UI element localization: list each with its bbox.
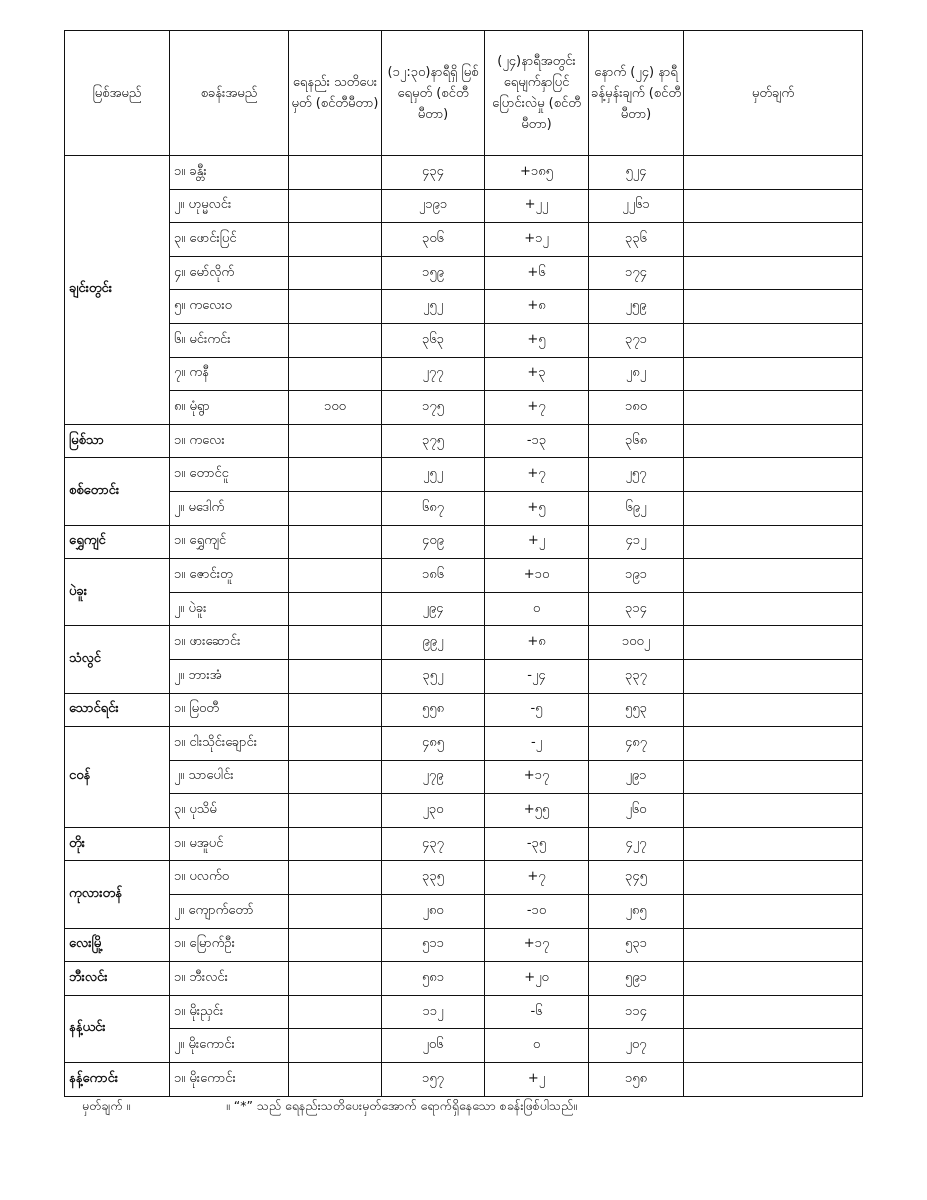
station-name: ၁။ မိုးကောင်း	[170, 1063, 289, 1097]
danger-level	[289, 424, 382, 458]
station-name: ၃။ ပုသိမ်	[170, 794, 289, 828]
current-level: ၁၈၆	[382, 559, 485, 593]
station-name: ၇။ ကနီ	[170, 357, 289, 391]
station-name: ၁။ မြဝတီ	[170, 693, 289, 727]
danger-level	[289, 1029, 382, 1063]
table-row	[65, 659, 863, 693]
current-level: ၃၆၃	[382, 323, 485, 357]
remark	[684, 156, 863, 190]
forecast-level: ၄၂၇	[589, 827, 684, 861]
remark	[684, 458, 863, 492]
level-change: +၈	[485, 626, 589, 660]
table-row	[65, 559, 863, 593]
remark	[684, 693, 863, 727]
current-level: ၂၇၉	[382, 760, 485, 794]
station-name: ၂။ သာပေါင်း	[170, 760, 289, 794]
header-24h-change: (၂၄)နာရီအတွင်း ရေမျက်နှာပြင် ပြောင်းလဲမှု (စင်တီမီတာ)	[485, 31, 589, 156]
table-row	[65, 256, 863, 290]
remark	[684, 727, 863, 761]
table-row	[65, 424, 863, 458]
danger-level	[289, 223, 382, 257]
current-level: ၅၁၁	[382, 928, 485, 962]
remark	[684, 559, 863, 593]
current-level: ၆၈၇	[382, 491, 485, 525]
current-level: ၄၀၉	[382, 525, 485, 559]
level-change: +၁၇	[485, 760, 589, 794]
station-name: ၁။ ခန္တီး	[170, 156, 289, 190]
level-change: -၂	[485, 727, 589, 761]
remark	[684, 760, 863, 794]
level-change: +၇	[485, 458, 589, 492]
footnote-text: ။ “*” သည် ရေနည်းသတိပေးမှတ်အောက် ရောက်ရှိနေသော စခန်းဖြစ်ပါသည်။	[225, 1098, 578, 1113]
station-name: ၁။ ဘီးလင်း	[170, 962, 289, 996]
forecast-level: ၄၈၇	[589, 727, 684, 761]
river-name: ငဝန်	[65, 727, 170, 828]
station-name: ၄။ မော်လိုက်	[170, 256, 289, 290]
level-change: +၁၂	[485, 223, 589, 257]
river-name: မြစ်သာ	[65, 424, 170, 458]
water-level-table	[64, 30, 863, 1097]
remark	[684, 290, 863, 324]
station-name: ၂။ ဘားအံ	[170, 659, 289, 693]
remark	[684, 995, 863, 1029]
danger-level	[289, 525, 382, 559]
danger-level	[289, 995, 382, 1029]
station-name: ၁။ ရွှေကျင်	[170, 525, 289, 559]
station-name: ၅။ ကလေးဝ	[170, 290, 289, 324]
footnote	[82, 1098, 577, 1117]
danger-level	[289, 1063, 382, 1097]
current-level: ၂၀၆	[382, 1029, 485, 1063]
danger-level	[289, 626, 382, 660]
level-change: -၂၄	[485, 659, 589, 693]
remark	[684, 189, 863, 223]
table-row	[65, 223, 863, 257]
current-level: ၄၈၅	[382, 727, 485, 761]
level-change: +၈	[485, 290, 589, 324]
table-row	[65, 928, 863, 962]
current-level: ၂၁၉၁	[382, 189, 485, 223]
forecast-level: ၃၃၇	[589, 659, 684, 693]
danger-level	[289, 727, 382, 761]
danger-level	[289, 794, 382, 828]
level-change: +၆	[485, 256, 589, 290]
danger-level	[289, 760, 382, 794]
station-name: ၁။ ငါးသိုင်းချောင်း	[170, 727, 289, 761]
level-change: +၂	[485, 1063, 589, 1097]
current-level: ၃၃၅	[382, 861, 485, 895]
forecast-level: ၅၉၁	[589, 962, 684, 996]
forecast-level: ၂၅၇	[589, 458, 684, 492]
level-change: +၅	[485, 323, 589, 357]
current-level: ၃၇၅	[382, 424, 485, 458]
forecast-level: ၃၃၆	[589, 223, 684, 257]
danger-level: ၁၀၀	[289, 391, 382, 425]
table-row	[65, 458, 863, 492]
remark	[684, 256, 863, 290]
forecast-level: ၂၆၀	[589, 794, 684, 828]
level-change: +၁၈၅	[485, 156, 589, 190]
station-name: ၁။ မိုးညှင်း	[170, 995, 289, 1029]
table-row	[65, 962, 863, 996]
danger-level	[289, 491, 382, 525]
forecast-level: ၃၄၅	[589, 861, 684, 895]
table-row	[65, 794, 863, 828]
level-change: ၀	[485, 592, 589, 626]
forecast-level: ၂၀၇	[589, 1029, 684, 1063]
station-name: ၂။ ပဲခူး	[170, 592, 289, 626]
current-level: ၁၅၇	[382, 1063, 485, 1097]
table-body	[65, 156, 863, 1097]
level-change: +၂၂	[485, 189, 589, 223]
forecast-level: ၃၁၄	[589, 592, 684, 626]
current-level: ၄၃၇	[382, 827, 485, 861]
forecast-level: ၂၅၉	[589, 290, 684, 324]
level-change: ၀	[485, 1029, 589, 1063]
table-row	[65, 1029, 863, 1063]
table-row	[65, 626, 863, 660]
danger-level	[289, 156, 382, 190]
station-name: ၂။ မဒေါက်	[170, 491, 289, 525]
current-level: ၂၅၂	[382, 458, 485, 492]
river-name: ချင်းတွင်း	[65, 156, 170, 425]
level-change: -၃၅	[485, 827, 589, 861]
forecast-level: ၂၈၅	[589, 895, 684, 929]
level-change: +၂၀	[485, 962, 589, 996]
danger-level	[289, 256, 382, 290]
danger-level	[289, 895, 382, 929]
table-row	[65, 995, 863, 1029]
forecast-level: ၂၈၂	[589, 357, 684, 391]
header-station: စခန်းအမည်	[170, 31, 289, 156]
forecast-level: ၁၅၈	[589, 1063, 684, 1097]
forecast-level: ၅၅၃	[589, 693, 684, 727]
table-row	[65, 290, 863, 324]
table-row	[65, 1063, 863, 1097]
current-level: ၂၅၂	[382, 290, 485, 324]
table-row	[65, 189, 863, 223]
forecast-level: ၁၀၀၂	[589, 626, 684, 660]
table-row	[65, 156, 863, 190]
forecast-level: ၂၉၁	[589, 760, 684, 794]
level-change: +၃	[485, 357, 589, 391]
current-level: ၁၇၅	[382, 391, 485, 425]
level-change: +၇	[485, 391, 589, 425]
level-change: -၆	[485, 995, 589, 1029]
current-level: ၂၃၀	[382, 794, 485, 828]
table-row	[65, 525, 863, 559]
remark	[684, 357, 863, 391]
header-river: မြစ်အမည်	[65, 31, 170, 156]
station-name: ၂။ ဟုမ္မလင်း	[170, 189, 289, 223]
remark	[684, 391, 863, 425]
remark	[684, 424, 863, 458]
table-row	[65, 323, 863, 357]
forecast-level: ၅၃၁	[589, 928, 684, 962]
river-name: စစ်တောင်း	[65, 458, 170, 525]
level-change: +၇	[485, 861, 589, 895]
current-level: ၂၈၀	[382, 895, 485, 929]
danger-level	[289, 357, 382, 391]
header-danger-level: ရေနည်း သတိပေးမှတ် (စင်တီမီတာ)	[289, 31, 382, 156]
remark	[684, 223, 863, 257]
danger-level	[289, 861, 382, 895]
river-name: နန့်ယင်း	[65, 995, 170, 1062]
station-name: ၈။ မုံရွာ	[170, 391, 289, 425]
forecast-level: ၄၁၂	[589, 525, 684, 559]
station-name: ၁။ မအူပင်	[170, 827, 289, 861]
remark	[684, 491, 863, 525]
remark	[684, 1029, 863, 1063]
river-name: သောင်ရင်း	[65, 693, 170, 727]
level-change: +၁၇	[485, 928, 589, 962]
table-row	[65, 391, 863, 425]
current-level: ၁၁၂	[382, 995, 485, 1029]
remark	[684, 895, 863, 929]
danger-level	[289, 559, 382, 593]
river-name: သံလွင်	[65, 626, 170, 693]
danger-level	[289, 693, 382, 727]
station-name: ၁။ ဇောင်းတူ	[170, 559, 289, 593]
remark	[684, 626, 863, 660]
level-change: +၁၀	[485, 559, 589, 593]
river-name: ပဲခူး	[65, 559, 170, 626]
danger-level	[289, 290, 382, 324]
river-name: ကုလားတန်	[65, 861, 170, 928]
table-row	[65, 592, 863, 626]
current-level: ၂၉၄	[382, 592, 485, 626]
forecast-level: ၅၂၄	[589, 156, 684, 190]
remark	[684, 928, 863, 962]
header-row	[65, 31, 863, 156]
table-row	[65, 727, 863, 761]
forecast-level: ၁၈၀	[589, 391, 684, 425]
station-name: ၂။ မိုးကောင်း	[170, 1029, 289, 1063]
current-level: ၅၈၁	[382, 962, 485, 996]
river-name: တိုး	[65, 827, 170, 861]
station-name: ၁။ ဖားဆောင်း	[170, 626, 289, 660]
header-current-level: (၁၂:၃၀)နာရီရှိ မြစ်ရေမှတ် (စင်တီမီတာ)	[382, 31, 485, 156]
level-change: +၅၅	[485, 794, 589, 828]
river-name: လေးမြို့	[65, 928, 170, 962]
level-change: +၅	[485, 491, 589, 525]
current-level: ၁၅၉	[382, 256, 485, 290]
station-name: ၁။ ပလက်ဝ	[170, 861, 289, 895]
forecast-level: ၁၁၄	[589, 995, 684, 1029]
danger-level	[289, 458, 382, 492]
danger-level	[289, 189, 382, 223]
table-row	[65, 760, 863, 794]
forecast-level: ၃၆၈	[589, 424, 684, 458]
forecast-level: ၁၉၁	[589, 559, 684, 593]
forecast-level: ၃၇၁	[589, 323, 684, 357]
header-remark: မှတ်ချက်	[684, 31, 863, 156]
danger-level	[289, 323, 382, 357]
station-name: ၃။ ဖောင်းပြင်	[170, 223, 289, 257]
table-row	[65, 357, 863, 391]
remark	[684, 861, 863, 895]
danger-level	[289, 659, 382, 693]
remark	[684, 592, 863, 626]
forecast-level: ၆၉၂	[589, 491, 684, 525]
danger-level	[289, 592, 382, 626]
level-change: -၁၃	[485, 424, 589, 458]
remark	[684, 1063, 863, 1097]
remark	[684, 323, 863, 357]
level-change: +၂	[485, 525, 589, 559]
table-row	[65, 491, 863, 525]
river-name: ရွှေကျင်	[65, 525, 170, 559]
station-name: ၁။ ကလေး	[170, 424, 289, 458]
remark	[684, 827, 863, 861]
danger-level	[289, 962, 382, 996]
footnote-label: မှတ်ချက် ။	[82, 1098, 131, 1113]
remark	[684, 525, 863, 559]
current-level: ၄၃၄	[382, 156, 485, 190]
river-name: နန့်ကောင်း	[65, 1063, 170, 1097]
current-level: ၅၅၈	[382, 693, 485, 727]
station-name: ၁။ တောင်ငူ	[170, 458, 289, 492]
current-level: ၃၅၂	[382, 659, 485, 693]
level-change: -၁၀	[485, 895, 589, 929]
table-row	[65, 861, 863, 895]
forecast-level: ၁၇၄	[589, 256, 684, 290]
forecast-level: ၂၂၆၁	[589, 189, 684, 223]
station-name: ၂။ ကျောက်တော်	[170, 895, 289, 929]
header-forecast: နောက် (၂၄) နာရီ ခန့်မှန်းချက် (စင်တီမီတာ)	[589, 31, 684, 156]
table-row	[65, 693, 863, 727]
current-level: ၉၉၂	[382, 626, 485, 660]
danger-level	[289, 827, 382, 861]
table-row	[65, 827, 863, 861]
remark	[684, 962, 863, 996]
current-level: ၃၀၆	[382, 223, 485, 257]
river-name: ဘီးလင်း	[65, 962, 170, 996]
station-name: ၆။ မင်းကင်း	[170, 323, 289, 357]
remark	[684, 659, 863, 693]
station-name: ၁။ မြောက်ဦး	[170, 928, 289, 962]
danger-level	[289, 928, 382, 962]
remark	[684, 794, 863, 828]
table-row	[65, 895, 863, 929]
current-level: ၂၇၇	[382, 357, 485, 391]
level-change: -၅	[485, 693, 589, 727]
